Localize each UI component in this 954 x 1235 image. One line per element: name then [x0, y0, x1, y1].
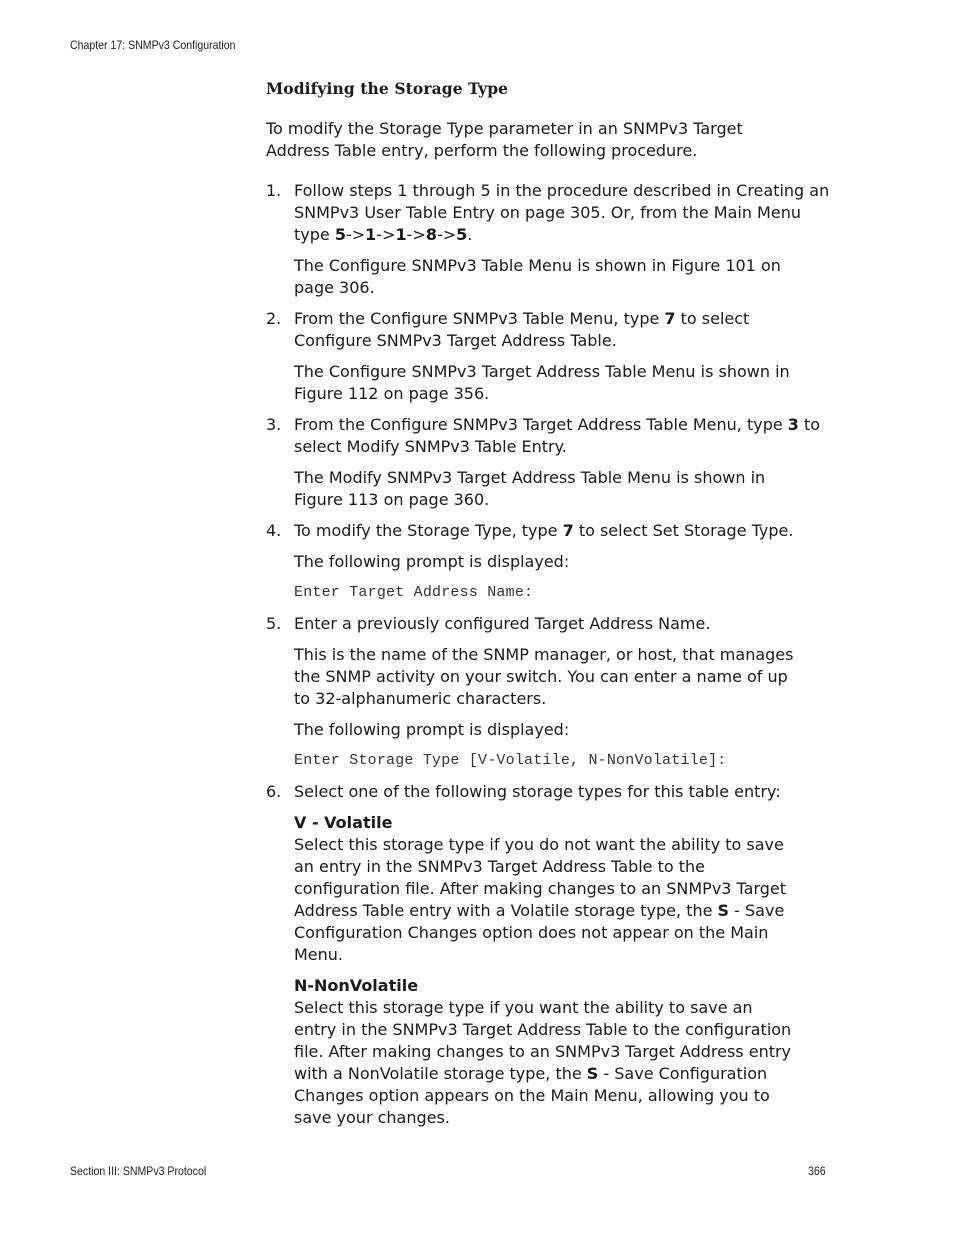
step-text-part: Follow steps 1 through 5 in the procedure described in Creating an SNMPv3 User Table Entry on page 305. Or, from the Main Menu type	[294, 181, 830, 244]
step-note: The following prompt is displayed:	[294, 720, 570, 739]
step-number: 4.	[266, 521, 282, 540]
option-term: N-NonVolatile	[294, 976, 419, 995]
step-4	[266, 520, 831, 542]
console-prompt: Enter Target Address Name:	[294, 584, 534, 601]
console-prompt: Enter Storage Type [V-Volatile, N-NonVolatile]:	[294, 752, 727, 769]
intro-paragraph: To modify the Storage Type parameter in an SNMPv3 Target Address Table entry, perform the following procedure.	[266, 119, 743, 160]
menu-key: 1	[395, 225, 407, 244]
option-text-part: - Save Configuration Changes option does not appear on the Main Menu.	[294, 901, 785, 964]
option-description	[294, 997, 799, 1129]
step-number: 5.	[266, 614, 282, 633]
menu-key: S	[717, 901, 730, 920]
menu-key: 7	[562, 521, 574, 540]
menu-key: 3	[787, 415, 799, 434]
step-text: Enter a previously configured Target Address Name.	[294, 614, 711, 633]
step-note: The Modify SNMPv3 Target Address Table Menu is shown in Figure 113 on page 360.	[294, 468, 766, 509]
menu-key: 7	[664, 309, 676, 328]
step-text: Select one of the following storage types for this table entry:	[294, 782, 781, 801]
step-text-part: From the Configure SNMPv3 Table Menu, type	[294, 309, 665, 328]
option-text-part: Select this storage type if you do not want the ability to save an entry in the SNMPv3 Target Address Table to the configuration file. After making changes to an SNMPv3 Target Address Table entry with a Volatile storage type, the	[294, 835, 787, 920]
step-text	[294, 414, 831, 458]
step-text	[294, 180, 831, 246]
option-text-part: Select this storage type if you want the ability to save an entry in the SNMPv3 Target Address Table to the configuration file. After making changes to an SNMPv3 Target Address entry with a NonVolatile storage type, the	[294, 998, 792, 1083]
main-content	[266, 78, 831, 1129]
step-number: 3.	[266, 415, 282, 434]
step-note: The Configure SNMPv3 Table Menu is shown in Figure 101 on page 306.	[294, 256, 781, 297]
step-6	[266, 781, 831, 803]
option-description	[294, 834, 794, 966]
key-separator: ->	[436, 225, 457, 244]
option-text-part: - Save Configuration Changes option appears on the Main Menu, allowing you to save your changes.	[294, 1064, 770, 1127]
step-text-part: From the Configure SNMPv3 Target Address Table Menu, type	[294, 415, 788, 434]
step-5	[266, 613, 831, 635]
step-text	[294, 308, 831, 352]
step-text	[294, 520, 831, 542]
step-text-part: to select Modify SNMPv3 Table Entry.	[294, 415, 821, 456]
page-number: 366	[808, 1164, 826, 1178]
footer-section: Section III: SNMPv3 Protocol	[70, 1164, 207, 1178]
menu-key: 5	[334, 225, 346, 244]
option-term: V - Volatile	[294, 813, 393, 832]
step-number: 6.	[266, 782, 282, 801]
menu-key: S	[586, 1064, 599, 1083]
step-note: The Configure SNMPv3 Target Address Table Menu is shown in Figure 112 on page 356.	[294, 362, 790, 403]
key-separator: ->	[345, 225, 366, 244]
option-volatile	[266, 812, 794, 966]
step-number: 1.	[266, 181, 282, 200]
step-text-part: to select Set Storage Type.	[573, 521, 794, 540]
step-note: The following prompt is displayed:	[294, 552, 570, 571]
step-note: This is the name of the SNMP manager, or host, that manages the SNMP activity on your switch. You can enter a name of up to 32-alphanumeric characters.	[294, 645, 794, 708]
running-header: Chapter 17: SNMPv3 Configuration	[70, 38, 236, 52]
key-separator: ->	[406, 225, 426, 244]
step-1	[266, 180, 831, 246]
menu-key: 8	[425, 225, 437, 244]
step-text-part: To modify the Storage Type, type	[294, 521, 563, 540]
menu-key: 5	[456, 225, 468, 244]
key-separator: ->	[376, 225, 396, 244]
section-heading: Modifying the Storage Type	[266, 79, 509, 98]
menu-key: 1	[365, 225, 377, 244]
step-text-part: to select Configure SNMPv3 Target Address Table.	[294, 309, 750, 350]
step-number: 2.	[266, 309, 282, 328]
step-2	[266, 308, 831, 352]
option-nonvolatile	[266, 975, 799, 1129]
step-3	[266, 414, 831, 458]
sentence-end: .	[467, 225, 473, 244]
